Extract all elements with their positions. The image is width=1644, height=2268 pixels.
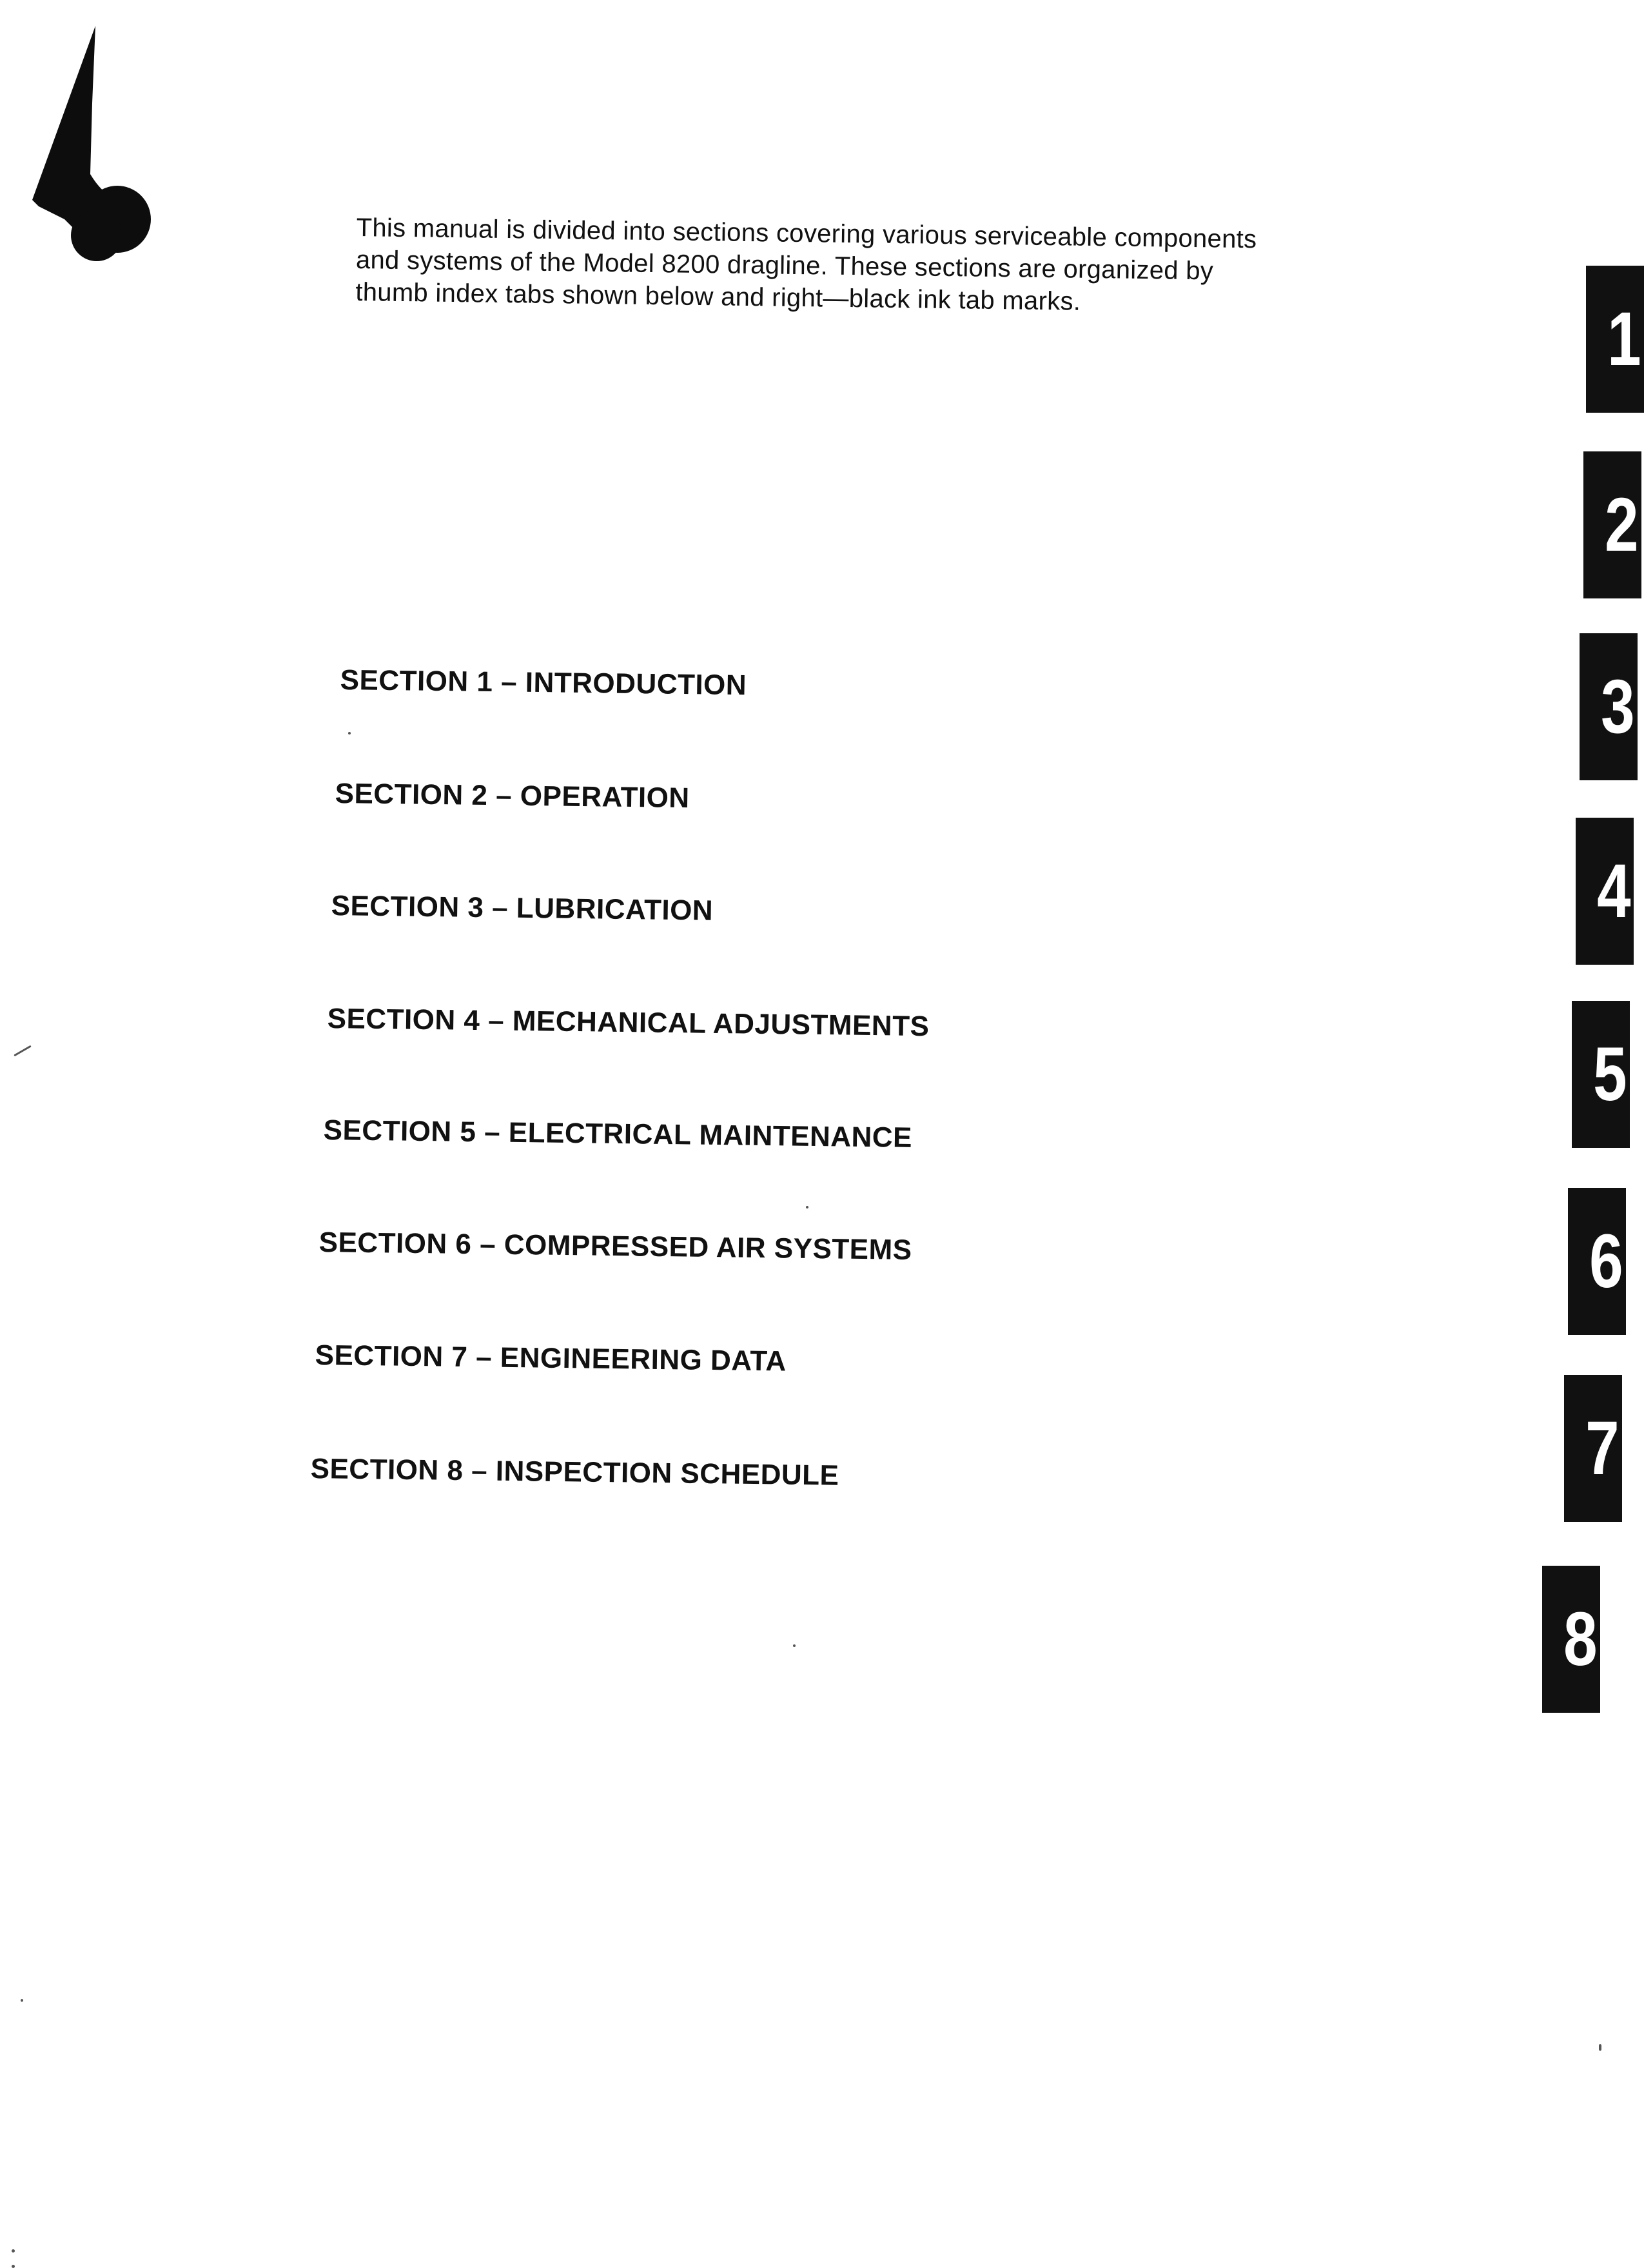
scan-speck <box>12 2249 15 2253</box>
thumb-tab-8-label: 8 <box>1563 1597 1598 1682</box>
intro-line-1: This manual is divided into sections covering various serviceable components <box>356 213 1257 254</box>
section-6-entry: SECTION 6 – COMPRESSED AIR SYSTEMS <box>318 1227 912 1267</box>
thumb-tab-2 <box>1583 451 1641 598</box>
thumb-tab-5-label: 5 <box>1593 1032 1627 1117</box>
thumb-tab-2-label: 2 <box>1605 482 1639 567</box>
scan-speck <box>1599 2044 1601 2051</box>
scan-speck <box>21 1999 23 2002</box>
thumb-tab-4-label: 4 <box>1597 849 1631 934</box>
thumb-tab-6-label: 6 <box>1589 1219 1623 1304</box>
section-5-entry: SECTION 5 – ELECTRICAL MAINTENANCE <box>323 1114 913 1154</box>
section-1-entry: SECTION 1 – INTRODUCTION <box>340 664 747 702</box>
section-2-entry: SECTION 2 – OPERATION <box>335 778 690 814</box>
thumb-tab-4 <box>1576 818 1634 965</box>
thumb-tab-6 <box>1568 1188 1626 1335</box>
thumb-tab-7-label: 7 <box>1585 1406 1620 1491</box>
scan-speck <box>12 2265 15 2268</box>
scan-speck <box>806 1206 808 1208</box>
intro-line-3: thumb index tabs shown below and right—black ink tab marks. <box>355 277 1081 316</box>
section-4-entry: SECTION 4 – MECHANICAL ADJUSTMENTS <box>327 1003 930 1043</box>
thumb-tab-1-label: 1 <box>1607 297 1641 382</box>
thumb-tab-8 <box>1542 1566 1600 1713</box>
thumb-tab-3 <box>1580 633 1638 780</box>
thumb-tab-3-label: 3 <box>1601 664 1635 749</box>
intro-line-2: and systems of the Model 8200 dragline. These sections are organized by <box>355 245 1214 286</box>
section-3-entry: SECTION 3 – LUBRICATION <box>331 890 714 927</box>
scan-speck <box>348 732 351 735</box>
section-7-entry: SECTION 7 – ENGINEERING DATA <box>315 1339 787 1377</box>
thumb-tab-7 <box>1564 1375 1622 1522</box>
thumb-tab-1 <box>1586 266 1644 413</box>
section-8-entry: SECTION 8 – INSPECTION SCHEDULE <box>310 1453 839 1492</box>
scan-speck <box>793 1644 796 1647</box>
thumb-tab-5 <box>1572 1001 1630 1148</box>
